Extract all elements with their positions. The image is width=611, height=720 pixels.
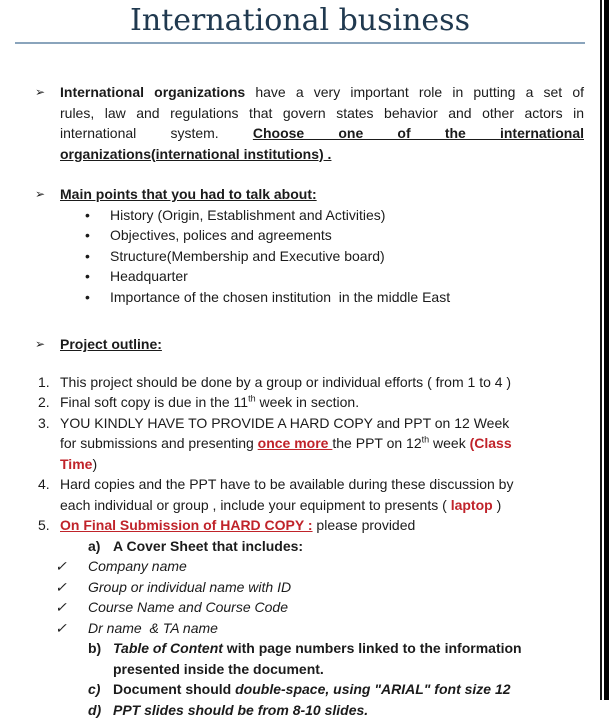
page-edge-thick-line [604, 0, 609, 700]
check-item: ✓ Group or individual name with ID [0, 577, 611, 598]
check-icon: ✓ [55, 556, 88, 577]
item-letter: c) [88, 679, 113, 700]
once-more-highlight: once more [258, 435, 333, 451]
item-letter: d) [88, 700, 113, 720]
item-number: 3. [38, 413, 60, 434]
laptop-highlight: laptop [451, 497, 493, 513]
intro-bold-lead: International organizations [60, 84, 255, 100]
alpha-item-d: d) PPT slides should be from 8-10 slides. [0, 700, 611, 720]
list-item: • Headquarter [0, 266, 611, 287]
numbered-item-5-text: On Final Submission of HARD COPY : please provided [60, 515, 611, 536]
page-title: International business [0, 0, 611, 40]
item-number: 4. [38, 474, 60, 495]
intro-line3-plain: international system. [60, 125, 253, 141]
intro-choose-underlined: Choose one of the international [253, 125, 584, 141]
intro-paragraph [0, 82, 611, 164]
numbered-item-4 [0, 474, 611, 515]
item-letter: b) [88, 638, 113, 659]
alpha-item-c-text: Document should double-space, using "ARIAL" font size 12 [113, 679, 611, 700]
list-item: • History (Origin, Establishment and Activities) [0, 205, 611, 226]
superscript-th: th [422, 434, 430, 444]
class-time-highlight: Time [60, 456, 92, 472]
check-item: ✓ Dr name & TA name [0, 618, 611, 639]
item-number: 5. [38, 515, 60, 536]
list-item: • Objectives, polices and agreements [0, 225, 611, 246]
check-item: ✓ Company name [0, 556, 611, 577]
list-item: • Importance of the chosen institution in the middle East [0, 287, 611, 308]
numbered-item-2-text: Final soft copy is due in the 11th week in section. [60, 392, 611, 413]
dot-bullet-icon: • [85, 205, 110, 226]
class-time-highlight: (Class [470, 435, 512, 451]
check-icon: ✓ [55, 618, 88, 639]
intro-justified-lines [60, 82, 584, 144]
arrow-bullet-icon: ➢ [35, 82, 60, 103]
check-icon: ✓ [55, 577, 88, 598]
page-edge-thin-line [600, 0, 602, 700]
title-rule [15, 42, 585, 44]
item-number: 2. [38, 392, 60, 413]
intro-line2: rules, law and regulations that govern states behavior and other actors in [60, 105, 584, 121]
main-points-heading: Main points that you had to talk about: [60, 186, 317, 202]
final-submission-highlight: On Final Submission of HARD COPY : [60, 517, 313, 533]
superscript-th: th [248, 393, 256, 403]
dot-bullet-icon: • [85, 266, 110, 287]
check-icon: ✓ [55, 597, 88, 618]
dot-bullet-icon: • [85, 246, 110, 267]
arrow-bullet-icon: ➢ [35, 184, 60, 205]
alpha-item-a: a) A Cover Sheet that includes: [0, 536, 611, 557]
numbered-item-3-text: YOU KINDLY HAVE TO PROVIDE A HARD COPY and PPT on 12 Week for submissions and presenting once more the PPT on 12th week (Class Time) [60, 413, 611, 475]
page-edge [599, 0, 611, 700]
numbered-item-5 [0, 515, 611, 536]
main-points-heading-row [0, 184, 611, 205]
check-item: ✓ Course Name and Course Code [0, 597, 611, 618]
item-letter: a) [88, 536, 113, 557]
intro-line4: organizations(international institutions) . [60, 144, 584, 165]
project-outline-heading: Project outline: [60, 336, 162, 352]
numbered-item-4-text: Hard copies and the PPT have to be available during these discussion by each individual or group , include your equipment to presents ( laptop ) [60, 474, 611, 515]
alpha-item-b-text: Table of Content with page numbers linked to the information presented inside the document. [113, 638, 611, 679]
project-outline-heading-row [0, 334, 611, 355]
numbered-item-3 [0, 413, 611, 475]
arrow-bullet-icon: ➢ [35, 334, 60, 355]
dot-bullet-icon: • [85, 225, 110, 246]
intro-text [60, 82, 611, 164]
intro-line1: have a very important role in putting a set of [255, 84, 584, 100]
numbered-item-2 [0, 392, 611, 413]
alpha-item-c [0, 679, 611, 700]
numbered-item-1: 1. This project should be done by a group or individual efforts ( from 1 to 4 ) [0, 372, 611, 393]
list-item: • Structure(Membership and Executive board) [0, 246, 611, 267]
dot-bullet-icon: • [85, 287, 110, 308]
item-number: 1. [38, 372, 60, 393]
alpha-item-b [0, 638, 611, 679]
